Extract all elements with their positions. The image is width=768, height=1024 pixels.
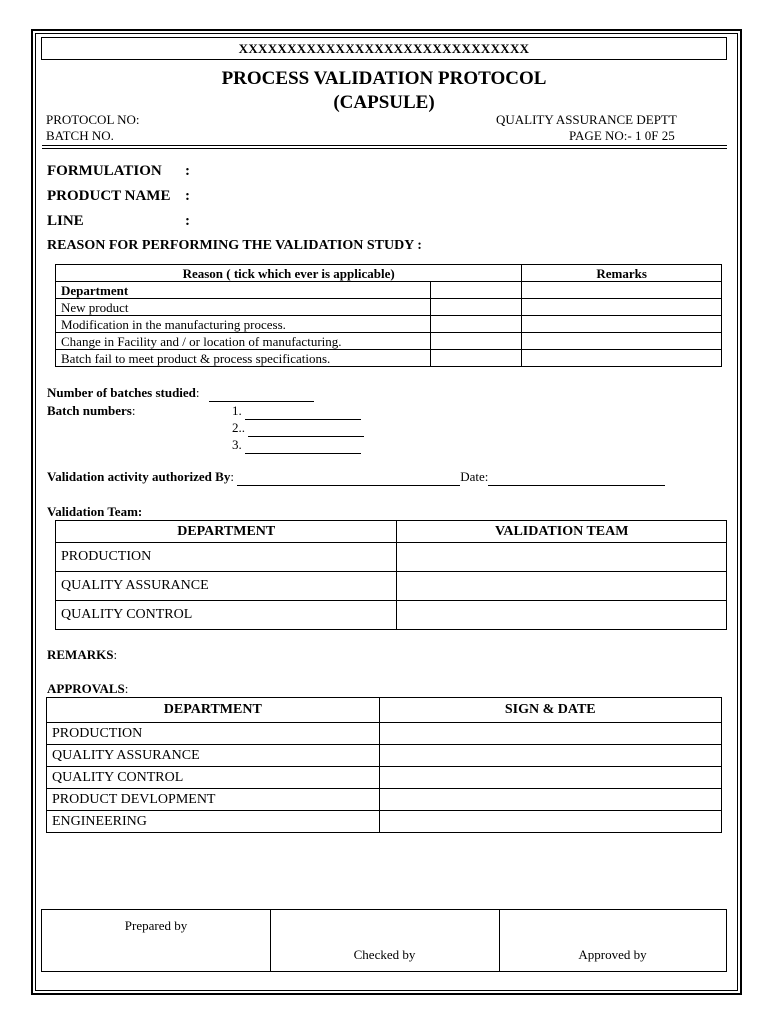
prepared-by-cell[interactable] <box>42 910 271 971</box>
department-column-header: DEPARTMENT <box>47 698 380 723</box>
batch-number-2 <box>232 420 364 437</box>
batch-number-3-field[interactable] <box>245 437 361 454</box>
batch-numbers-colon: : <box>131 403 136 418</box>
reason-cell: New product <box>56 299 431 316</box>
approved-by-label: Approved by <box>578 947 647 962</box>
table-row <box>56 333 722 350</box>
department-cell: PRODUCTION <box>56 543 397 572</box>
table-header-row <box>56 521 727 543</box>
batch-no-label: BATCH NO. <box>46 128 114 143</box>
approvals-row <box>47 681 128 697</box>
table-row <box>47 745 722 767</box>
remarks-cell[interactable] <box>522 333 722 350</box>
validation-team-heading: Validation Team: <box>47 504 143 519</box>
reason-heading: REASON FOR PERFORMING THE VALIDATION STUDY : <box>47 238 422 253</box>
remarks-cell[interactable] <box>522 316 722 333</box>
checked-by-label: Checked by <box>353 947 416 962</box>
tick-cell[interactable] <box>431 350 522 367</box>
batch-number-2-label: 2.. <box>232 420 245 435</box>
tick-cell[interactable] <box>431 333 522 350</box>
team-member-cell[interactable] <box>397 572 727 601</box>
formulation-label: FORMULATION <box>47 163 162 179</box>
department-column-header: DEPARTMENT <box>56 521 397 543</box>
remarks-cell[interactable] <box>522 282 722 299</box>
table-row <box>56 350 722 367</box>
table-row <box>47 811 722 833</box>
checked-by-cell[interactable] <box>270 910 500 971</box>
sign-date-cell[interactable] <box>379 789 721 811</box>
table-row <box>56 299 722 316</box>
product-name-colon: : <box>185 188 190 204</box>
protocol-no-label: PROTOCOL NO: <box>46 112 140 127</box>
reason-cell: Department <box>56 282 431 299</box>
sign-date-cell[interactable] <box>379 811 721 833</box>
sign-date-column-header: SIGN & DATE <box>379 698 721 723</box>
document-subtitle: (CAPSULE) <box>333 92 435 113</box>
page-number: PAGE NO:- 1 0F 25 <box>569 128 675 143</box>
team-member-cell[interactable] <box>397 601 727 630</box>
authorized-by-label: Validation activity authorized By <box>47 469 231 484</box>
approvals-heading: APPROVALS <box>47 681 125 696</box>
batch-number-1-label: 1. <box>232 403 242 418</box>
reason-column-header: Reason ( tick which ever is applicable) <box>56 265 522 282</box>
batch-number-1-field[interactable] <box>245 403 361 420</box>
batches-studied-field[interactable] <box>209 385 314 402</box>
sign-date-cell[interactable] <box>379 745 721 767</box>
authorized-by-colon: : <box>230 469 234 484</box>
line-colon: : <box>185 213 190 229</box>
reason-table <box>55 264 722 367</box>
prepared-by-label: Prepared by <box>124 918 188 933</box>
department-cell: ENGINEERING <box>47 811 380 833</box>
tick-cell[interactable] <box>431 282 522 299</box>
table-row <box>56 601 727 630</box>
table-row <box>56 572 727 601</box>
remarks-row <box>47 647 117 663</box>
tick-cell[interactable] <box>431 316 522 333</box>
header-rule-top <box>42 145 727 146</box>
reason-cell: Batch fail to meet product & process specifications. <box>56 350 431 367</box>
document-code: XXXXXXXXXXXXXXXXXXXXXXXXXXXXXX <box>41 37 727 60</box>
batches-studied-label: Number of batches studied <box>47 385 196 400</box>
line-label: LINE <box>47 213 84 229</box>
batch-number-1 <box>232 403 361 420</box>
tick-cell[interactable] <box>431 299 522 316</box>
approvals-colon: : <box>124 681 129 696</box>
product-name-label: PRODUCT NAME <box>47 188 171 204</box>
table-row <box>47 723 722 745</box>
batches-studied-row <box>47 385 314 402</box>
batch-numbers-text: Batch numbers <box>47 403 132 418</box>
table-row <box>47 767 722 789</box>
date-label: Date: <box>460 469 489 484</box>
table-row <box>56 282 722 299</box>
reason-cell: Change in Facility and / or location of manufacturing. <box>56 333 431 350</box>
approvals-table <box>46 697 722 833</box>
remarks-colon: : <box>113 647 118 662</box>
validation-team-table <box>55 520 727 630</box>
department-cell: QUALITY CONTROL <box>47 767 380 789</box>
department-cell: PRODUCTION <box>47 723 380 745</box>
authorized-by-field[interactable] <box>237 469 460 486</box>
table-row <box>47 789 722 811</box>
table-row <box>56 543 727 572</box>
department-cell: QUALITY CONTROL <box>56 601 397 630</box>
authorization-row <box>47 469 665 486</box>
validation-team-column-header: VALIDATION TEAM <box>397 521 727 543</box>
sign-date-cell[interactable] <box>379 723 721 745</box>
batch-number-3 <box>232 437 361 454</box>
document-title: PROCESS VALIDATION PROTOCOL <box>221 68 547 89</box>
date-field[interactable] <box>488 469 665 486</box>
department-label: QUALITY ASSURANCE DEPTT <box>496 112 677 127</box>
sign-date-cell[interactable] <box>379 767 721 789</box>
batch-number-2-field[interactable] <box>248 420 364 437</box>
reason-cell: Modification in the manufacturing process. <box>56 316 431 333</box>
department-cell: PRODUCT DEVLOPMENT <box>47 789 380 811</box>
table-row <box>56 316 722 333</box>
remarks-cell[interactable] <box>522 299 722 316</box>
remarks-cell[interactable] <box>522 350 722 367</box>
remarks-column-header: Remarks <box>522 265 722 282</box>
team-member-cell[interactable] <box>397 543 727 572</box>
batch-number-3-label: 3. <box>232 437 242 452</box>
formulation-colon: : <box>185 163 190 179</box>
batches-studied-colon: : <box>195 385 200 400</box>
department-cell: QUALITY ASSURANCE <box>47 745 380 767</box>
table-header-row <box>47 698 722 723</box>
approved-by-cell[interactable] <box>499 910 726 971</box>
header-rule-bottom <box>42 148 727 149</box>
signature-box <box>41 909 727 972</box>
table-header-row <box>56 265 722 282</box>
remarks-label: REMARKS <box>47 647 114 662</box>
department-cell: QUALITY ASSURANCE <box>56 572 397 601</box>
batch-numbers-row <box>47 403 136 419</box>
